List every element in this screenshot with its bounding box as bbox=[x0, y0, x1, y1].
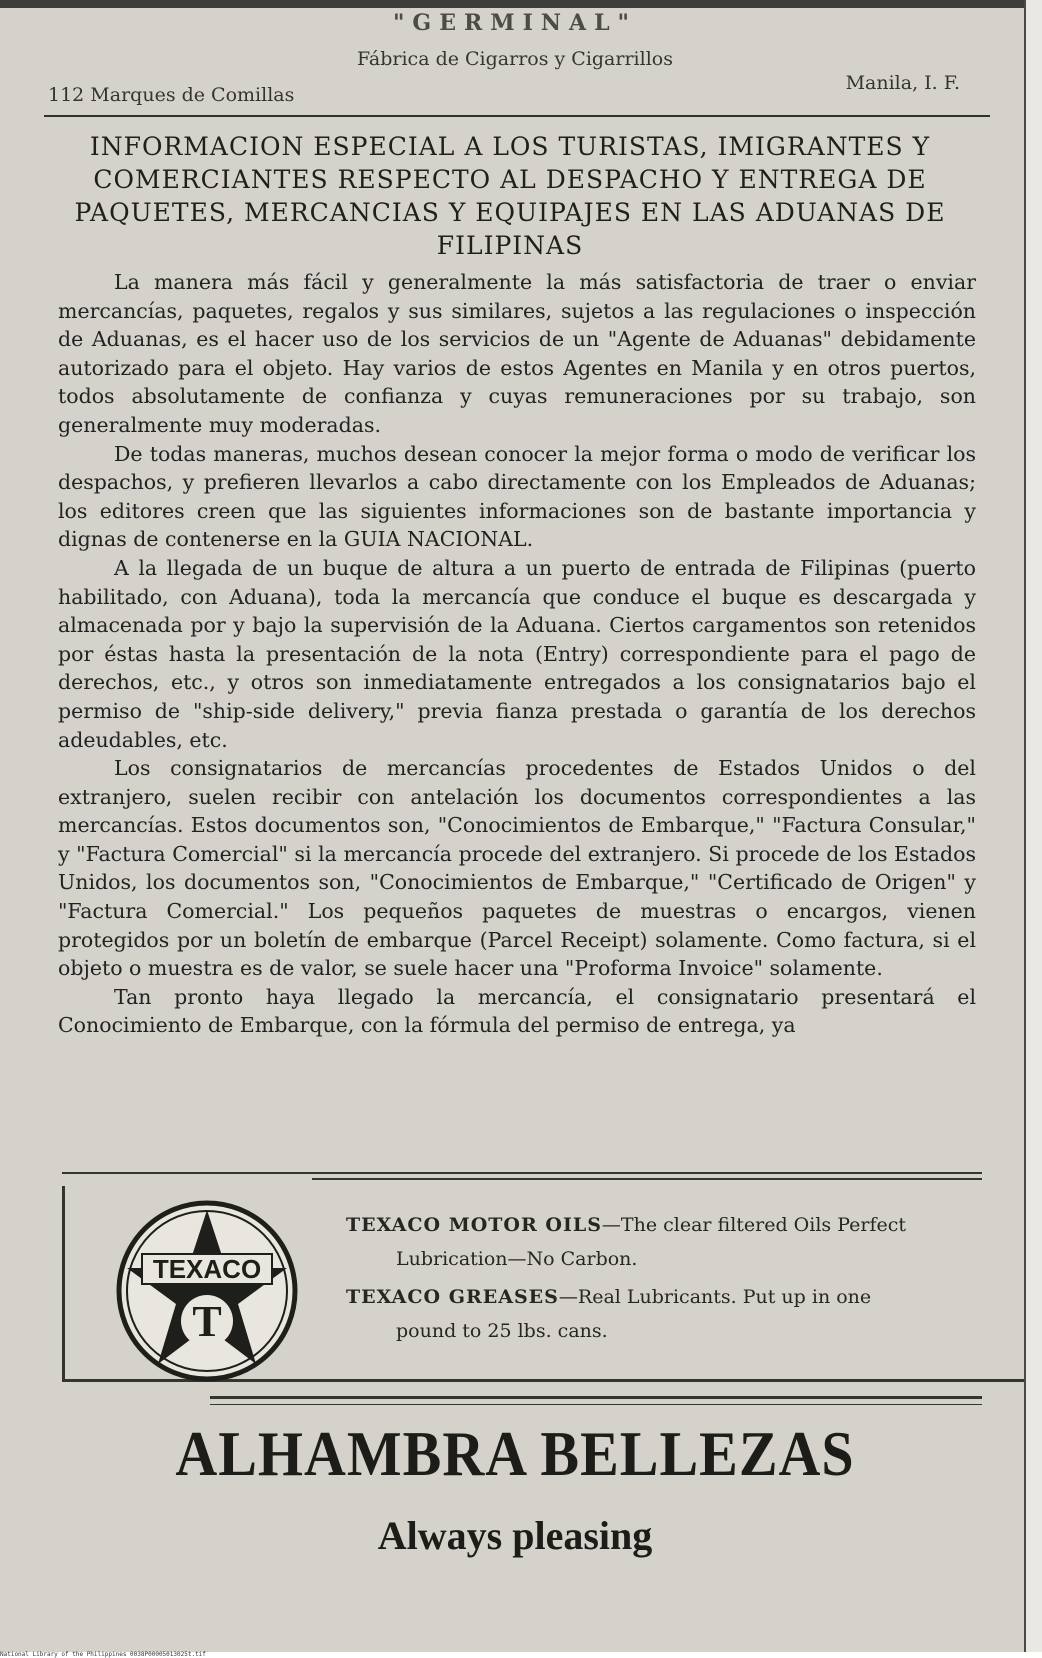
texaco-logo-letter: T bbox=[192, 1297, 222, 1346]
texaco-motor-oils-label: TEXACO MOTOR OILS bbox=[346, 1214, 602, 1236]
article-paragraph: Los consignatarios de mercancías procedentes de Estados Unidos o del extranjero, suelen recibir con antelación los documentos correspondientes a las mercancías. Estos documentos son, "Conocimientos de Embarque," "Factura Consular," y "Factura Comercial" si la mercancía procede del extranjero. Si procede de los Estados Unidos, los documentos son, "Conocimientos de Embarque," "Certificado de Origen" y "Factura Comercial." Los pequeños paquetes de muestras o encargos, vienen protegidos por un boletín de embarque (Parcel Receipt) solamente. Como factura, si el objeto o muestra es de valor, se suele hacer una "Proforma Invoice" solamente. bbox=[58, 756, 976, 981]
header-location: Manila, I. F. bbox=[845, 72, 960, 94]
ad-top-rule bbox=[62, 1172, 982, 1174]
top-edge-shadow bbox=[0, 0, 1030, 8]
texaco-logo-text: TEXACO bbox=[152, 1254, 262, 1284]
texaco-line-4: pound to 25 lbs. cans. bbox=[396, 1320, 608, 1342]
texaco-line-1 bbox=[346, 1212, 906, 1238]
article-paragraph: A la llegada de un buque de altura a un puerto de entrada de Filipinas (puerto habilitado, con Aduana), toda la mercancía que conduce el buque es descargada y almacenada por y bajo la supervisión de la Aduana. Ciertos cargamentos son retenidos por éstas hasta la presentación de la nota (Entry) correspondiente para el pago de derechos, etc., y otros son inmediatamente entregados a los consignatarios bajo el permiso de "ship-side delivery," previa fianza prestada o garantía de los derechos adeudables, etc. bbox=[58, 555, 976, 752]
texaco-star-logo-icon bbox=[112, 1196, 302, 1386]
article-paragraph: Tan pronto haya llegado la mercancía, el consignatario presentará el Conocimiento de Embarque, con la fórmula del permiso de entrega, ya bbox=[58, 984, 976, 1038]
texaco-motor-oils-text: —The clear filtered Oils Perfect bbox=[601, 1214, 907, 1236]
scan-footer-note: National Library of the Philippines 0038P00005013025t.tif bbox=[0, 1652, 1042, 1658]
page-edge-strip bbox=[1024, 0, 1042, 1652]
article-headline: INFORMACION ESPECIAL A LOS TURISTAS, IMIGRANTES Y COMERCIANTES RESPECTO AL DESPACHO Y ENTREGA DE PAQUETES, MERCANCIAS Y EQUIPAJES EN LAS ADUANAS DE FILIPINAS bbox=[74, 132, 946, 260]
alhambra-ad-title: ALHAMBRA BELLEZAS bbox=[175, 1417, 855, 1490]
texaco-line-3 bbox=[346, 1284, 871, 1310]
header-address: 112 Marques de Comillas bbox=[48, 84, 295, 106]
article-body bbox=[58, 268, 976, 1040]
header-title: "GERMINAL" bbox=[392, 10, 638, 36]
texaco-greases-text: —Real Lubricants. Put up in one bbox=[558, 1286, 872, 1308]
ad-inner-rule bbox=[312, 1178, 982, 1180]
texaco-line-2: Lubrication—No Carbon. bbox=[396, 1248, 638, 1270]
article-paragraph: La manera más fácil y generalmente la más satisfactoria de traer o enviar mercancías, paquetes, regalos y sus similares, sujetos a las regulaciones o inspección de Aduanas, es el hacer uso de los servicios de un "Agente de Aduanas" debidamente autorizado para el objeto. Hay varios de estos Agentes en Manila y en otros puertos, todos absolutamente de confianza y cuyas remuneraciones por su trabajo, son generalmente muy moderadas. bbox=[58, 270, 976, 437]
header-subtitle: Fábrica de Cigarros y Cigarrillos bbox=[357, 48, 673, 70]
header-divider bbox=[44, 115, 990, 117]
texaco-greases-label: TEXACO GREASES bbox=[346, 1286, 559, 1308]
ad-separator-thin bbox=[210, 1404, 982, 1405]
ad-separator-thick bbox=[210, 1396, 982, 1399]
alhambra-ad-tagline: Always pleasing bbox=[377, 1513, 653, 1558]
article-paragraph: De todas maneras, muchos desean conocer la mejor forma o modo de verificar los despachos, y prefieren llevarlos a cabo directamente con los Empleados de Aduanas; los editores creen que las siguientes informaciones son de bastante importancia y dignas de contenerse en la GUIA NACIONAL. bbox=[58, 441, 976, 552]
